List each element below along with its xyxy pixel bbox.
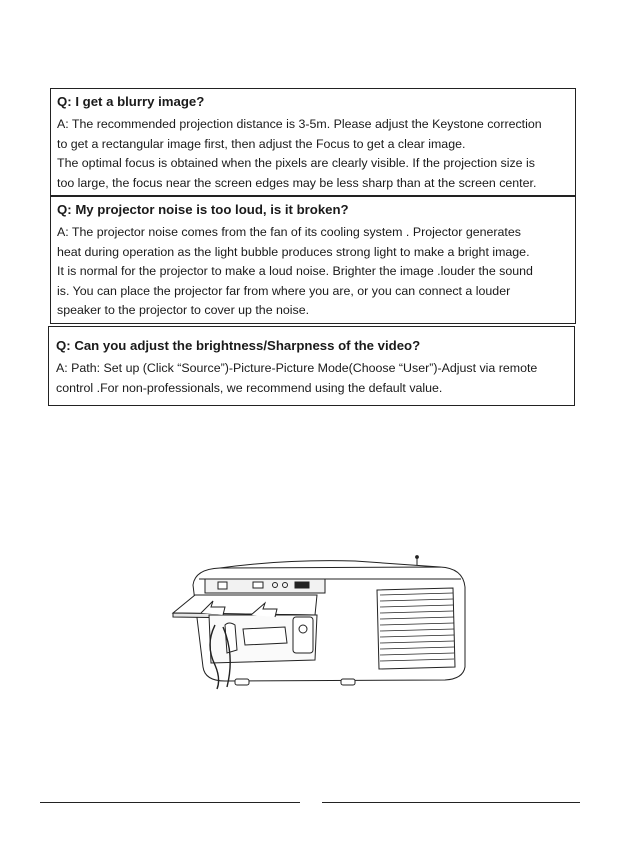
footer-divider-left — [40, 802, 300, 803]
answer-line: A: The projector noise comes from the fan of its cooling system . Projector generates — [57, 225, 521, 239]
answer-line: is. You can place the projector far from where you are, or you can connect a louder — [57, 283, 511, 298]
faq-answer — [57, 115, 569, 193]
answer-line: speaker to the projector to cover up the noise. — [57, 303, 310, 318]
answer-line: heat during operation as the light bubble produces strong light to make a bright image. — [57, 244, 530, 259]
faq-answer — [57, 223, 569, 321]
answer-line: The optimal focus is obtained when the pixels are clearly visible. If the projection size is — [57, 156, 535, 171]
faq-question: Q: Can you adjust the brightness/Sharpness of the video? — [56, 338, 421, 353]
answer-line: to get a rectangular image first, then adjust the Focus to get a clear image. — [57, 136, 466, 151]
faq-item-projector-noise — [50, 196, 576, 324]
projector-rear-panel-icon — [165, 555, 475, 695]
faq-answer — [56, 359, 567, 398]
faq-question: Q: I get a blurry image? — [57, 94, 205, 109]
footer-divider-right — [322, 802, 580, 803]
answer-line: too large, the focus near the screen edges may be less sharp than at the screen center. — [57, 175, 537, 190]
faq-item-brightness-sharpness — [48, 326, 575, 406]
answer-line: It is normal for the projector to make a loud noise. Brighter the image .louder the sound — [57, 264, 533, 279]
answer-line: A: The recommended projection distance is 3-5m. Please adjust the Keystone correction — [57, 117, 542, 131]
faq-question: Q: My projector noise is too loud, is it broken? — [57, 202, 349, 217]
answer-line: control .For non-professionals, we recommend using the default value. — [56, 380, 443, 395]
answer-line: A: Path: Set up (Click “Source”)-Picture-Picture Mode(Choose “User”)-Adjust via remote — [56, 361, 538, 375]
faq-item-blurry-image — [50, 88, 576, 196]
